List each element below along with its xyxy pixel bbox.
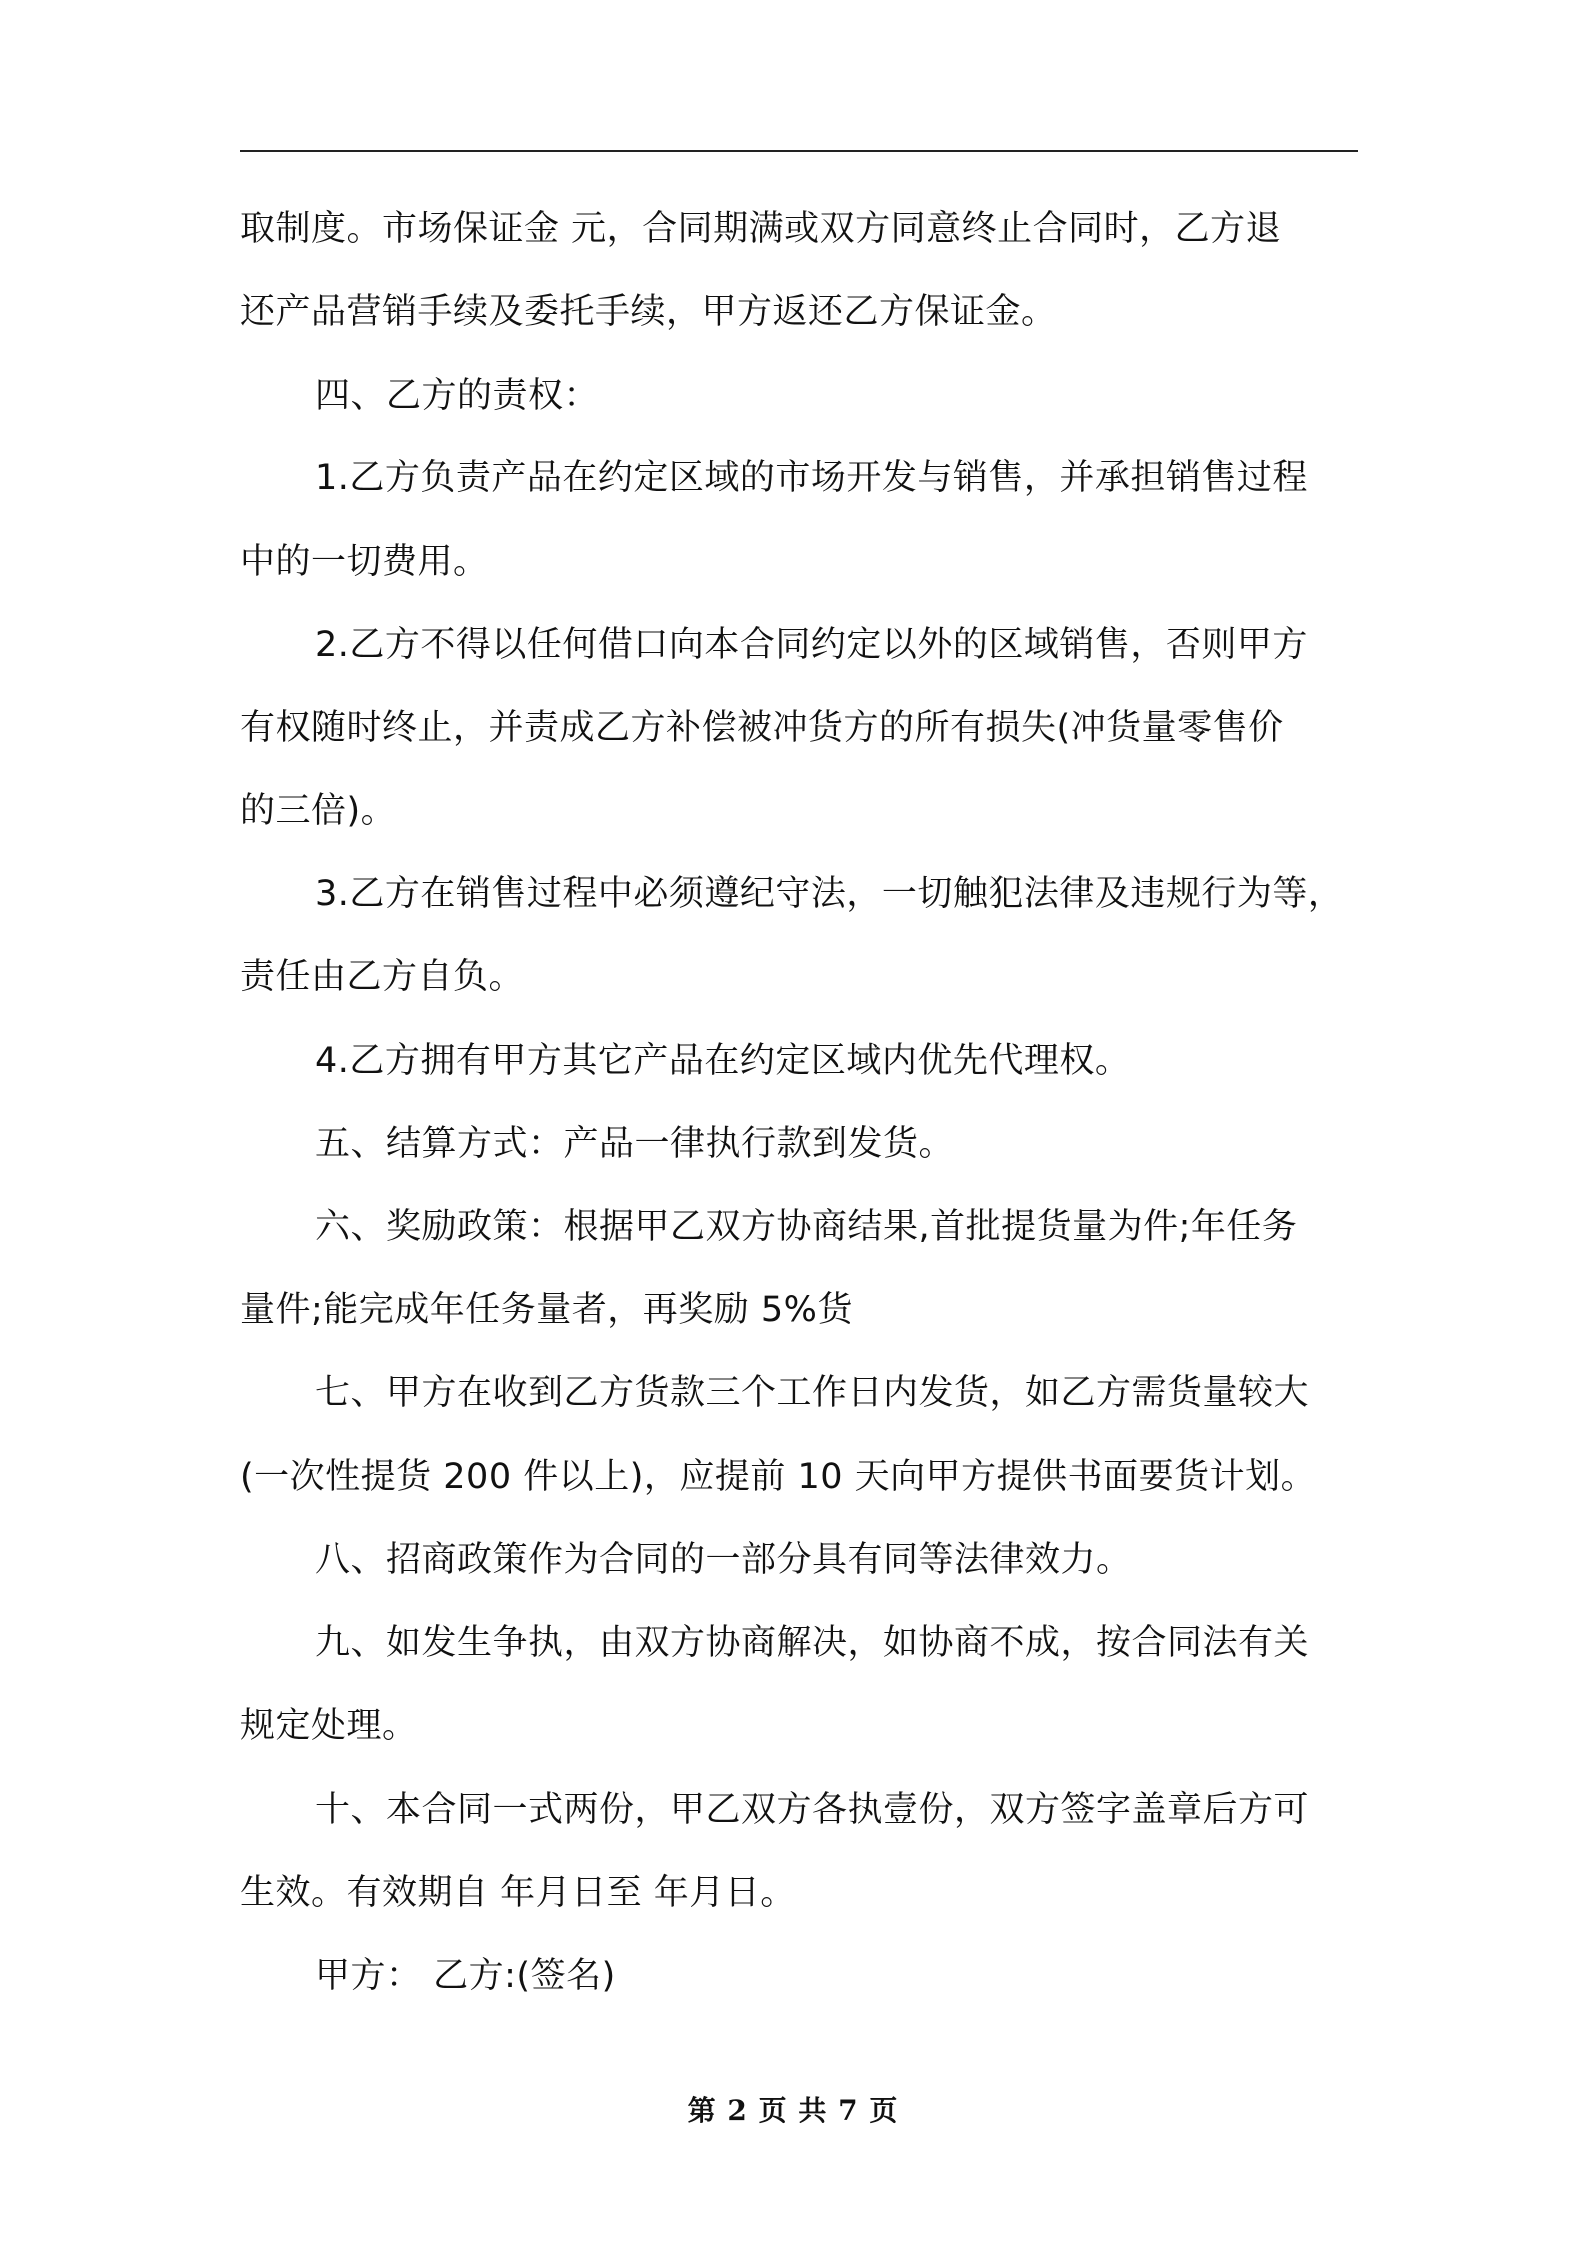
text-line: 的三倍)。 (240, 791, 397, 831)
section-heading: 六、奖励政策：根据甲乙双方协商结果,首批提货量为件;年任务 (315, 1207, 1298, 1247)
section-heading: 九、如发生争执，由双方协商解决，如协商不成，按合同法有关 (315, 1623, 1310, 1663)
text-line: 3.乙方在销售过程中必须遵纪守法，一切触犯法律及违规行为等， (315, 874, 1344, 914)
signature-line: 甲方： 乙方:(签名) (315, 1956, 616, 1996)
text-line: 有权随时终止，并责成乙方补偿被冲货方的所有损失(冲货量零售价 (240, 708, 1284, 748)
text-line: 1.乙方负责产品在约定区域的市场开发与销售，并承担销售过程 (315, 458, 1308, 498)
section-heading: 十、本合同一式两份，甲乙双方各执壹份，双方签字盖章后方可 (315, 1790, 1310, 1830)
section-heading: 七、甲方在收到乙方货款三个工作日内发货，如乙方需货量较大 (315, 1373, 1310, 1413)
text-line: 还产品营销手续及委托手续，甲方返还乙方保证金。 (240, 292, 1057, 332)
section-heading: 五、结算方式：产品一律执行款到发货。 (315, 1124, 955, 1164)
text-line: 规定处理。 (240, 1706, 418, 1746)
text-line: 2.乙方不得以任何借口向本合同约定以外的区域销售，否则甲方 (315, 625, 1308, 665)
text-line: 4.乙方拥有甲方其它产品在约定区域内优先代理权。 (315, 1041, 1131, 1081)
section-heading: 八、招商政策作为合同的一部分具有同等法律效力。 (315, 1540, 1132, 1580)
page-number: 第 2 页 共 7 页 (687, 2094, 899, 2127)
text-line: 取制度。市场保证金 元，合同期满或双方同意终止合同时，乙方退 (240, 209, 1282, 249)
text-line: 中的一切费用。 (240, 542, 489, 582)
text-line: 生效。有效期自 年月日至 年月日。 (240, 1873, 796, 1913)
text-line: (一次性提货 200 件以上)，应提前 10 天向甲方提供书面要货计划。 (240, 1457, 1317, 1497)
section-heading: 四、乙方的责权： (315, 376, 600, 416)
text-line: 量件;能完成年任务量者，再奖励 5%货 (240, 1290, 853, 1330)
text-line: 责任由乙方自负。 (240, 957, 525, 997)
header-divider (240, 150, 1358, 152)
